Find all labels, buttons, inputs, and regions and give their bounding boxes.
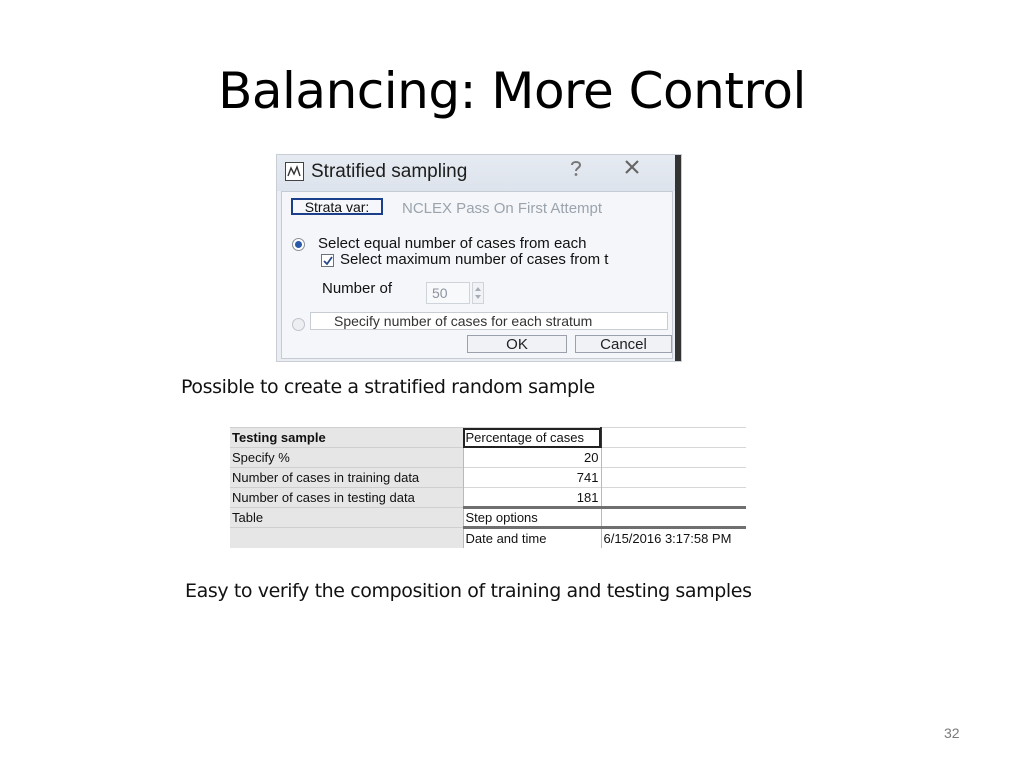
table-row (230, 508, 746, 528)
table-cell (601, 468, 746, 488)
table-cell (230, 528, 463, 548)
table-cell: 741 (463, 468, 601, 488)
table-row (230, 448, 746, 468)
max-cases-label: Select maximum number of cases from t (340, 251, 609, 268)
window-edge (675, 155, 681, 361)
table-cell: Step options (463, 508, 601, 528)
table-row (230, 528, 746, 548)
table-cell: Specify % (230, 448, 463, 468)
table-row (230, 468, 746, 488)
sample-summary-table (230, 427, 746, 547)
cancel-button[interactable]: Cancel (575, 335, 672, 353)
ok-button[interactable]: OK (467, 335, 567, 353)
max-cases-checkbox[interactable] (321, 254, 334, 267)
number-spinner[interactable] (472, 282, 484, 304)
equal-cases-radio[interactable] (292, 238, 305, 251)
specify-cases-radio[interactable] (292, 318, 305, 331)
table-cell: Number of cases in testing data (230, 488, 463, 508)
strata-variable-value: NCLEX Pass On First Attempt (402, 200, 603, 217)
stratified-sampling-dialog (276, 154, 682, 362)
dialog-titlebar (277, 155, 681, 191)
strata-var-button[interactable]: Strata var: (291, 198, 383, 215)
table-row (230, 488, 746, 508)
table-cell (601, 448, 746, 468)
table-cell[interactable]: Percentage of cases (463, 428, 601, 448)
table-cell: 181 (463, 488, 601, 508)
checkmark-icon (322, 255, 334, 267)
table-cell (601, 428, 746, 448)
slide-title: Balancing: More Control (218, 62, 806, 120)
help-button[interactable] (553, 155, 599, 181)
table-cell: 20 (463, 448, 601, 468)
dialog-title: Stratified sampling (311, 161, 468, 182)
number-of-cases-input[interactable]: 50 (426, 282, 470, 304)
close-icon (624, 159, 640, 175)
table-cell (601, 488, 746, 508)
number-of-label: Number of (322, 280, 393, 297)
caption-stratified-sample: Possible to create a stratified random sample (181, 376, 595, 398)
table-cell: Table (230, 508, 463, 528)
dialog-body (281, 191, 673, 359)
table-cell: Number of cases in training data (230, 468, 463, 488)
table-row (230, 428, 746, 448)
table-cell: Testing sample (230, 428, 463, 448)
equal-cases-label: Select equal number of cases from each (318, 235, 587, 252)
table-cell (601, 508, 746, 528)
page-number: 32 (944, 725, 960, 741)
help-icon (568, 159, 584, 177)
caption-verify-composition: Easy to verify the composition of training and testing samples (185, 580, 752, 602)
table-cell: Date and time (463, 528, 601, 548)
table-cell: 6/15/2016 3:17:58 PM (601, 528, 746, 548)
spinner-arrows-icon (474, 284, 482, 302)
specify-cases-label: Specify number of cases for each stratum (334, 313, 593, 329)
close-button[interactable] (609, 155, 655, 181)
stratified-sampling-icon (285, 162, 304, 181)
